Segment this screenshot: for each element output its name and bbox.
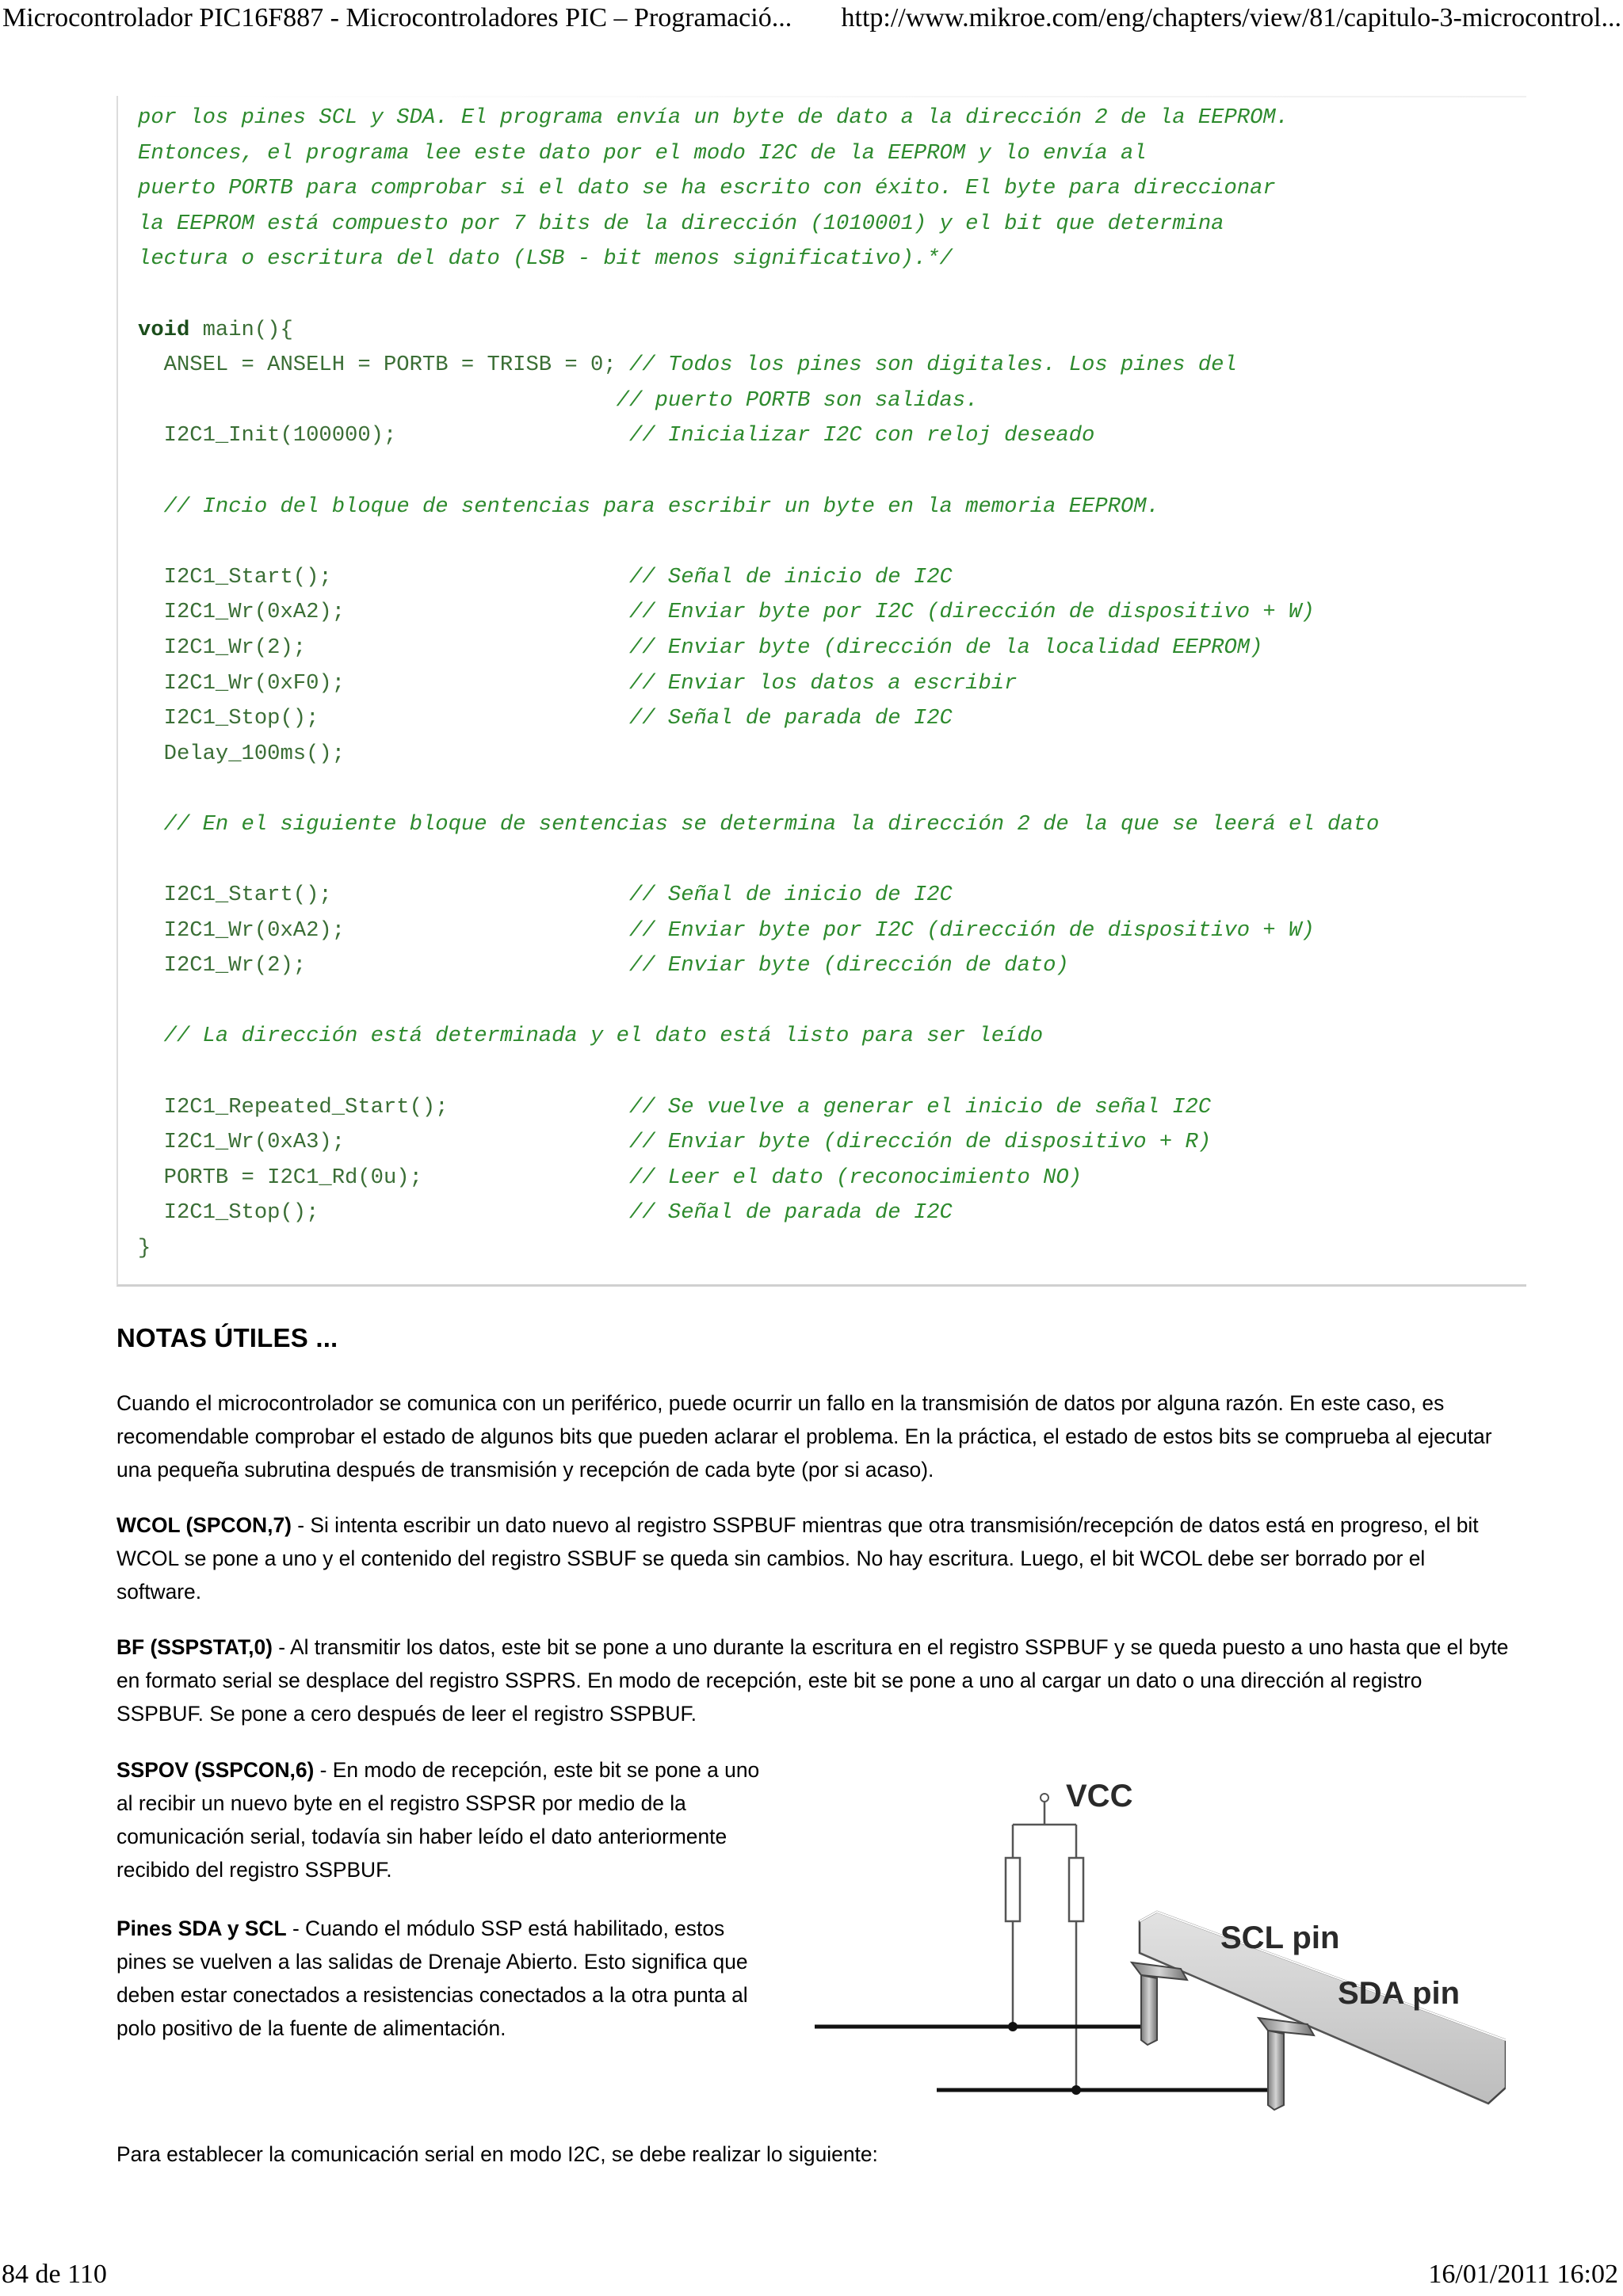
code-line [138, 136, 1379, 172]
code-comment: Entonces, el programa lee este dato por el modo I2C de la EEPROM y lo envía al [138, 140, 1147, 166]
code-comment: // Inicializar I2C con reloj deseado [628, 423, 1095, 448]
code-line [138, 1019, 1379, 1055]
code-line [138, 454, 1379, 490]
code-line [138, 1231, 1379, 1267]
pins-term: Pines SDA y SCL [116, 1917, 287, 1940]
code-comment: // Señal de parada de I2C [628, 706, 953, 731]
code-statement [138, 812, 164, 837]
code-line [138, 348, 1379, 383]
scl-pin-label: SCL pin [1220, 1920, 1340, 1955]
header-url: http://www.mikroe.com/eng/chapters/view/81/capitulo-3-microcontrol... [841, 3, 1621, 32]
wcol-paragraph [116, 1508, 1511, 1608]
header-page-title: Microcontrolador PIC16F887 - Microcontroladores PIC – Programació... [2, 3, 792, 32]
code-line [138, 666, 1379, 702]
code-line [138, 207, 1379, 242]
vcc-label: VCC [1066, 1779, 1133, 1814]
code-line [138, 524, 1379, 560]
code-line [138, 418, 1379, 454]
code-statement: I2C1_Wr(2); [138, 635, 629, 660]
code-comment: // Señal de inicio de I2C [628, 564, 953, 589]
code-line [138, 1090, 1379, 1126]
code-statement: I2C1_Start(); [138, 564, 629, 589]
code-line [138, 842, 1379, 878]
code-statement: I2C1_Repeated_Start(); [138, 1094, 629, 1119]
code-line [138, 383, 1379, 419]
code-line [138, 737, 1379, 772]
code-statement: PORTB = I2C1_Rd(0u); [138, 1165, 629, 1190]
code-statement [138, 1024, 164, 1048]
print-datetime: 16/01/2011 16:02 [1428, 2260, 1618, 2289]
code-comment: // En el siguiente bloque de sentencias se determina la dirección 2 de la que se leerá el dato [163, 811, 1380, 837]
code-line [138, 913, 1379, 949]
code-line [138, 701, 1379, 737]
code-line [138, 1125, 1379, 1161]
code-line [138, 560, 1379, 596]
code-statement: } [138, 1236, 151, 1261]
code-keyword: void [138, 317, 190, 342]
code-line [138, 1055, 1379, 1090]
code-comment: // Enviar los datos a escribir [628, 670, 1018, 696]
scl-pin-icon [1132, 1962, 1187, 2045]
code-line [138, 242, 1379, 277]
code-comment: lectura o escritura del dato (LSB - bit menos significativo).*/ [138, 246, 953, 272]
code-line [138, 490, 1379, 525]
code-statement: I2C1_Start(); [138, 883, 629, 908]
i2c-pullup-figure [808, 1779, 1506, 2119]
code-line [138, 277, 1379, 313]
closing-paragraph: Para establecer la comunicación serial en modo I2C, se debe realizar lo siguiente: [116, 2142, 878, 2166]
code-statement: I2C1_Wr(2); [138, 953, 629, 978]
code-comment: // Se vuelve a generar el inicio de señal I2C [628, 1094, 1212, 1119]
code-comment: // Leer el dato (reconocimiento NO) [628, 1165, 1083, 1190]
resistor-scl-icon [1006, 1858, 1020, 1921]
code-comment: la EEPROM está compuesto por 7 bits de la dirección (1010001) y el bit que determina [138, 211, 1224, 236]
code-line [138, 313, 1379, 349]
code-line [138, 984, 1379, 1020]
print-header [0, 0, 1623, 40]
code-comment: // Señal de parada de I2C [628, 1200, 953, 1226]
sspov-paragraph [116, 1753, 766, 1886]
page-counter: 84 de 110 [2, 2260, 107, 2289]
code-listing [138, 101, 1379, 1267]
sspov-term: SSPOV (SSPCON,6) [116, 1758, 315, 1782]
code-statement: I2C1_Stop(); [138, 1200, 629, 1226]
sspov-text: - En modo de recepción, este bit se pone a uno al recibir un nuevo byte en el registro SSPSR por medio de la comunicación serial, todavía sin haber leído el dato anteriormente recibido del registro SSPBUF. [116, 1758, 760, 1882]
section-heading: NOTAS ÚTILES ... [116, 1323, 338, 1352]
code-statement: main(){ [189, 317, 293, 342]
code-statement: I2C1_Wr(0xF0); [138, 670, 629, 696]
code-line [138, 878, 1379, 913]
wcol-text: - Si intenta escribir un dato nuevo al registro SSPBUF mientras que otra transmisión/recepción de datos está en progreso, el bit WCOL se pone a uno y el contenido del registro SSBUF se queda sin cambios. No hay escritura. Luego, el bit WCOL debe ser borrado por el software. [116, 1513, 1479, 1604]
code-statement [138, 494, 164, 519]
code-line [138, 772, 1379, 807]
i2c-pullup-diagram [808, 1779, 1506, 2119]
resistor-sda-icon [1069, 1858, 1083, 1921]
print-footer [0, 2258, 1623, 2296]
bf-paragraph [116, 1630, 1511, 1730]
code-line [138, 1196, 1379, 1231]
sda-pin-label: SDA pin [1338, 1976, 1461, 2011]
code-comment: // Enviar byte por I2C (dirección de dispositivo + W) [628, 917, 1315, 943]
code-comment: // puerto PORTB son salidas. [616, 387, 979, 413]
code-line [138, 1161, 1379, 1196]
code-line [138, 631, 1379, 666]
code-comment: puerto PORTB para comprobar si el dato se ha escrito con éxito. El byte para direccionar [138, 176, 1276, 201]
code-comment: // Enviar byte (dirección de dato) [628, 953, 1069, 978]
intro-paragraph: Cuando el microcontrolador se comunica con un periférico, puede ocurrir un fallo en la transmisión de datos por alguna razón. En este caso, es recomendable comprobar el estado de algunos bits que pueden aclarar el problema. En la práctica, el estado de estos bits se comprueba al ejecutar una pequeña subrutina después de transmisión y recepción de cada byte (por si acaso). [116, 1391, 1492, 1482]
pins-paragraph [116, 1912, 766, 2045]
code-comment: // Enviar byte por I2C (dirección de dispositivo + W) [628, 600, 1315, 625]
code-statement: ANSEL = ANSELH = PORTB = TRISB = 0; [138, 353, 629, 378]
code-line [138, 595, 1379, 631]
code-statement [138, 388, 617, 413]
code-comment: // Señal de inicio de I2C [628, 883, 953, 908]
code-line [138, 807, 1379, 843]
code-comment: // Enviar byte (dirección de la localidad EEPROM) [628, 635, 1263, 660]
vcc-terminal-icon [1041, 1794, 1048, 1802]
code-statement: I2C1_Init(100000); [138, 423, 629, 448]
pins-text: - Cuando el módulo SSP está habilitado, estos pines se vuelven a las salidas de Drenaje Abierto. Esto significa que deben estar conectados a resistencias conectados a la otra punta al polo positivo de la fuente de alimentación. [116, 1917, 748, 2040]
code-line [138, 171, 1379, 207]
code-comment: // La dirección está determinada y el dato está listo para ser leído [163, 1024, 1044, 1049]
code-statement: I2C1_Wr(0xA2); [138, 600, 629, 625]
sda-pin-icon [1258, 2018, 1314, 2110]
code-statement: I2C1_Wr(0xA2); [138, 917, 629, 943]
bf-term: BF (SSPSTAT,0) [116, 1635, 273, 1659]
code-statement: I2C1_Stop(); [138, 706, 629, 731]
code-statement: Delay_100ms(); [138, 741, 346, 766]
code-line [138, 101, 1379, 136]
bf-text: - Al transmitir los datos, este bit se pone a uno durante la escritura en el registro SSPBUF y se queda puesto a uno hasta que el byte en formato serial se desplace del registro SSPRS. En modo de recepción, este bit se pone a uno al cargar un dato o una dirección al registro SSPBUF. Se pone a cero después de leer el registro SSPBUF. [116, 1635, 1509, 1726]
code-listing-box [116, 96, 1526, 1287]
code-comment: // Enviar byte (dirección de dispositivo + R) [628, 1130, 1212, 1155]
code-line [138, 948, 1379, 984]
wcol-term: WCOL (SPCON,7) [116, 1513, 292, 1537]
code-statement: I2C1_Wr(0xA3); [138, 1130, 629, 1155]
code-comment: // Todos los pines son digitales. Los pines del [628, 353, 1237, 378]
code-comment: // Incio del bloque de sentencias para escribir un byte en la memoria EEPROM. [163, 494, 1159, 519]
code-comment: por los pines SCL y SDA. El programa envía un byte de dato a la dirección 2 de la EEPROM. [138, 105, 1289, 130]
